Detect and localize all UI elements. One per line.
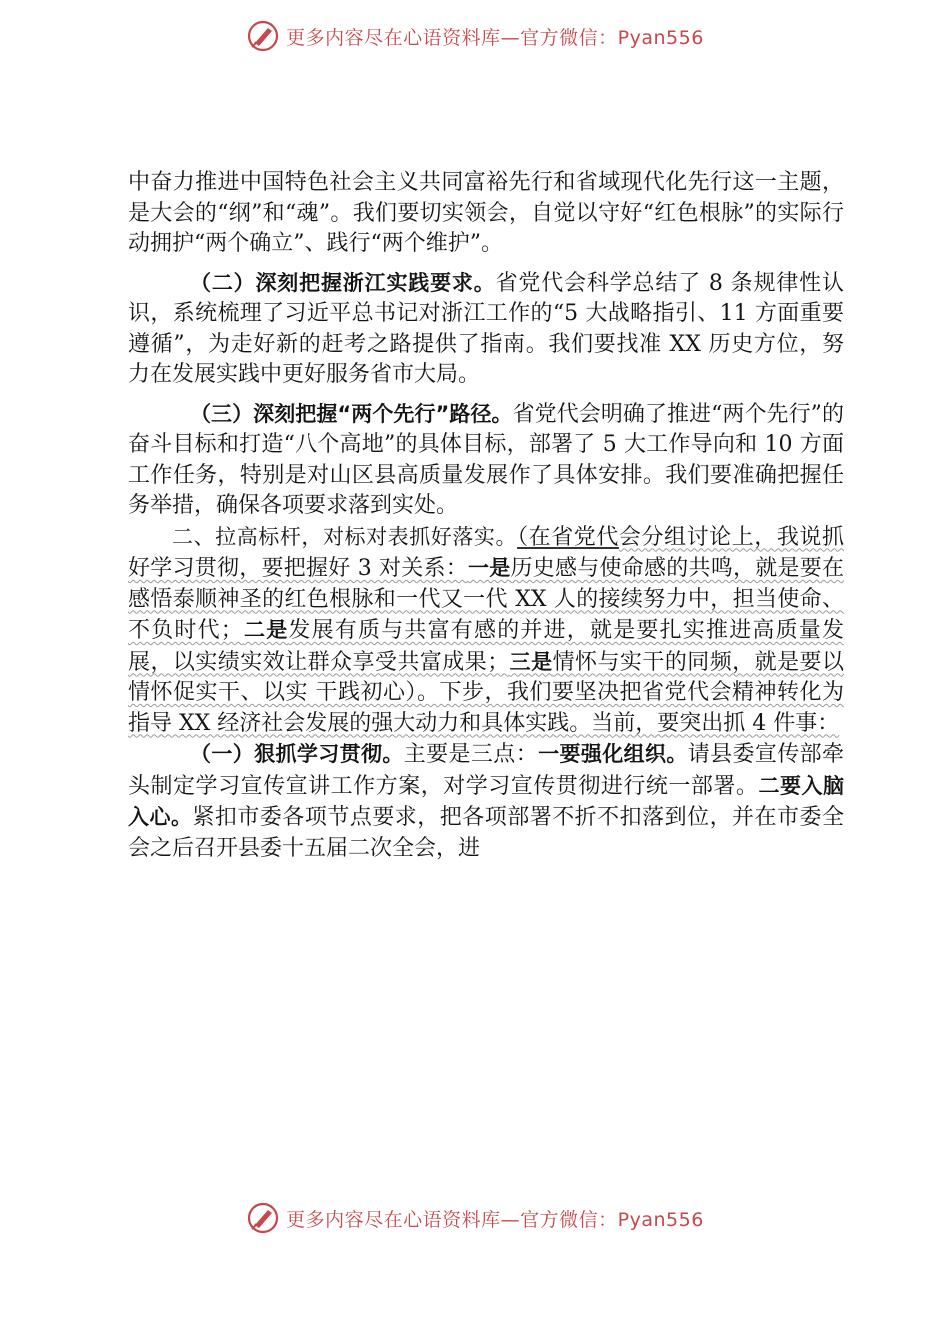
paragraph-1: 中奋力推进中国特色社会主义共同富裕先行和省域现代化先行这一主题，是大会的“纲”和“魂”。我们要切实领会，自觉以守好“红色根脉”的实际行动拥护“两个确立”、践行“两个维护”。 [128,170,844,256]
paragraph-text: 省党代会科学总结了 8 条规律性认识，系统梳理了习近平总书记对浙江工作的“5 大战略指引、11 方面重要遵循”，为走好新的赶考之路提供了指南。我们要找准 XX 历史方位，努力在发展实践中更好服务省市大局。 [128,270,844,387]
keyword: 二要入脑入心。 [128,773,844,829]
paragraph-4 [128,522,844,740]
paragraph-text: 历史感与使命感的共鸣，就是要在感悟泰顺神圣的红色根脉和一代又一代 XX 人的接续努力中，担当使命、不负时代； [128,556,844,643]
paragraph-text: 发展有质与共富有感的并进，就是要扎实推进高质量发展，以实绩实效让群众享受共富成果； [128,618,844,675]
paragraph-text: 请县委宣传部牵头制定学习宣传宣讲工作方案，对学习宣传贯彻进行统一部署。 [128,742,845,799]
brand-logo-icon [246,19,280,53]
document-body [128,168,844,864]
keyword: 一是 [467,556,511,580]
keyword: 一要强化组织。 [538,742,688,766]
paragraph-text: （在省党代 [517,524,619,550]
paragraph-5 [128,739,844,864]
banner-text: 更多内容尽在心语资料库—官方微信：Pyan556 [286,1208,704,1231]
section-heading: 二、拉高标杆，对标对表抓好落实。 [172,524,518,549]
paragraph-3 [128,399,844,522]
section-heading: （二）深刻把握浙江实践要求。 [190,270,496,295]
paragraph-text: 情怀与实干的同频，就是要以情怀促实干、以实 干践初心）。下步，我们要坚决把省党代会精神转化为指导 XX 经济社会发展的强大动力和具体实践。当前，要突出抓 4 件事： [128,649,844,736]
bottom-banner [0,1198,950,1238]
paragraph-text: 会分组讨论上，我说抓好学习贯彻，要把握好 3 对关系： [128,524,844,581]
keyword: 三是 [509,649,553,674]
paragraph-2 [128,268,844,391]
paragraph-text: 主要是三点： [403,742,539,767]
paragraph-text: 省党代会明确了推进“两个先行”的奋斗目标和打造“八个高地”的具体目标，部署了 5 大工作导向和 10 方面工作任务，特别是对山区县高质量发展作了具体安排。我们要准确把握任务举措，确保各项要求落到实处。 [128,401,844,518]
brand-logo-icon [246,1201,280,1235]
keyword: 二是 [242,618,289,642]
section-heading: （三）深刻把握“两个先行”路径。 [190,401,513,426]
top-banner [0,16,950,56]
paragraph-text: 紧扣市委各项节点要求，把各项部署不折不扣落到位，并在市委全会之后召开县委十五届二次全会，进 [128,805,844,861]
section-heading: （一）狠抓学习贯彻。 [190,742,404,766]
banner-text: 更多内容尽在心语资料库—官方微信：Pyan556 [286,26,704,49]
